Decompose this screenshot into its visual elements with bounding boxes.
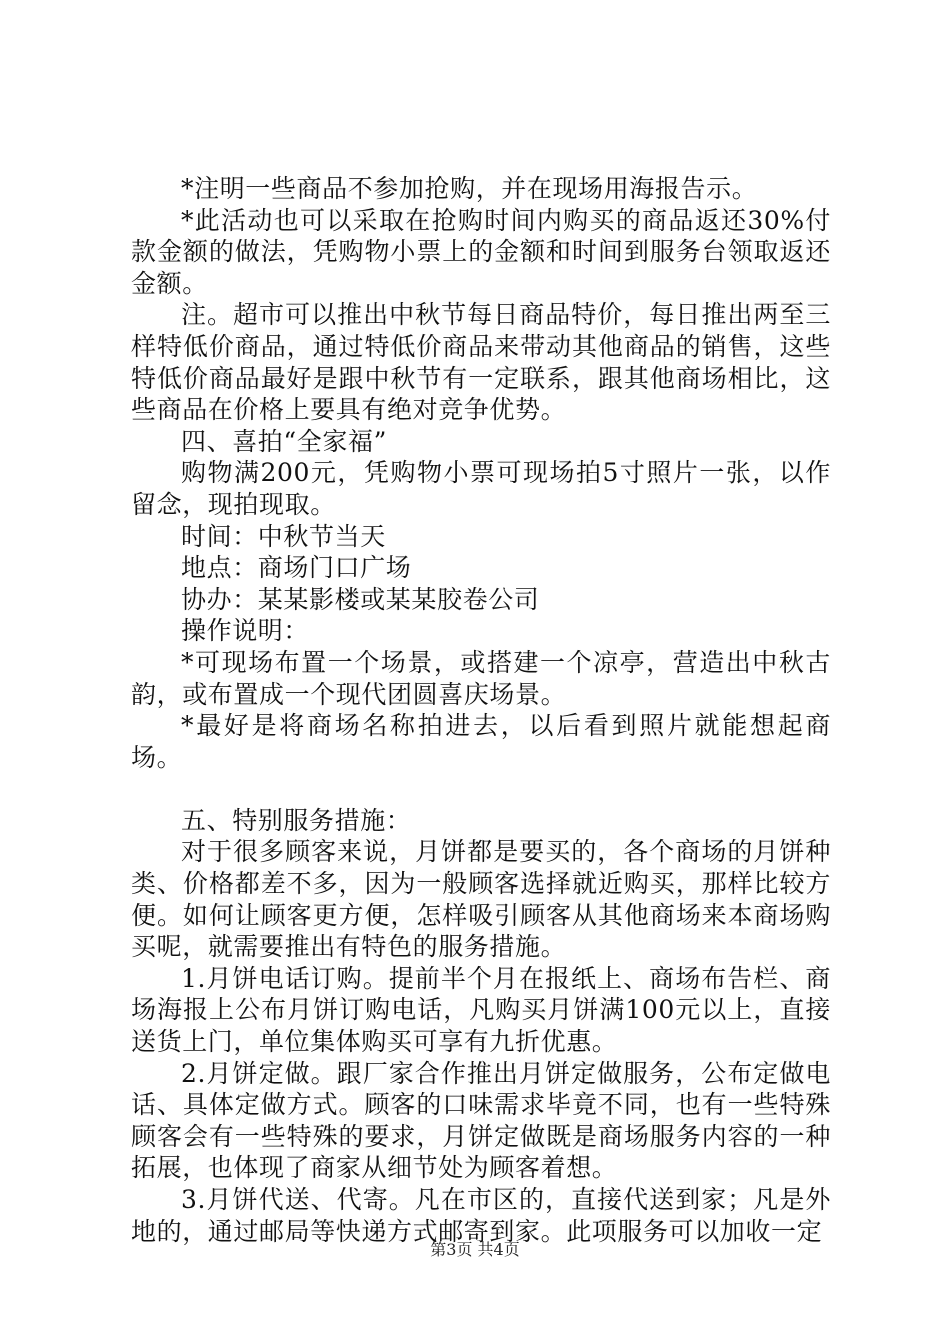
event-location: 地点：商场门口广场 [181, 553, 412, 583]
service-delivery: 3.月饼代送、代寄。凡在市区的，直接代送到家；凡是外地的，通过邮局等快递方式邮寄到家。此项服务可以加收一定 [131, 1185, 831, 1246]
bullet-scene-setup: *可现场布置一个场景，或搭建一个凉亭，营造出中秋古韵，或布置成一个现代团圆喜庆场景。 [131, 647, 831, 709]
photo-offer-paragraph: 购物满200元，凭购物小票可现场拍5寸照片一张，以作留念，现拍现取。 [131, 458, 831, 519]
event-co-organizer: 协办：某某影楼或某某胶卷公司 [181, 584, 540, 614]
services-intro-paragraph: 对于很多顾客来说，月饼都是要买的，各个商场的月饼种类、价格都差不多，因为一般顾客选择就近购买，那样比较方便。如何让顾客更方便，怎样吸引顾客从其他商场来本商场购买呢，就需要推出有特色的服务措施。 [131, 837, 831, 962]
document-body [131, 173, 831, 1247]
blank-line [131, 773, 831, 805]
service-phone-order: 1.月饼电话订购。提前半个月在报纸上、商场布告栏、商场海报上公布月饼订购电话，凡购买月饼满100元以上，直接送货上门，单位集体购买可享有九折优惠。 [131, 963, 831, 1057]
section-heading-family-photo: 四、喜拍“全家福” [181, 426, 387, 456]
event-time: 时间：中秋节当天 [181, 521, 386, 551]
service-custom-made: 2.月饼定做。跟厂家合作推出月饼定做服务，公布定做电话、具体定做方式。顾客的口味需求毕竟不同，也有一些特殊顾客会有一些特殊的要求，月饼定做既是商场服务内容的一种拓展，也体现了商家从细节处为顾客着想。 [131, 1058, 831, 1183]
section-heading-special-services: 五、特别服务措施： [181, 805, 412, 835]
note-daily-specials: 注。超市可以推出中秋节每日商品特价，每日推出两至三样特低价商品，通过特低价商品来带动其他商品的销售，这些特低价商品最好是跟中秋节有一定联系，跟其他商场相比，这些商品在价格上要具有绝对竞争优势。 [131, 300, 831, 425]
bullet-note-cashback: *此活动也可以采取在抢购时间内购买的商品返还30%付款金额的做法，凭购物小票上的金额和时间到服务台领取返还金额。 [131, 205, 831, 298]
page-footer: 第3页 共4页 [430, 1240, 520, 1259]
operation-notes-heading: 操作说明： [181, 616, 310, 646]
bullet-note-excluded-items: *注明一些商品不参加抢购，并在现场用海报告示。 [181, 174, 758, 203]
bullet-store-name-in-photo: *最好是将商场名称拍进去，以后看到照片就能想起商场。 [131, 711, 831, 772]
